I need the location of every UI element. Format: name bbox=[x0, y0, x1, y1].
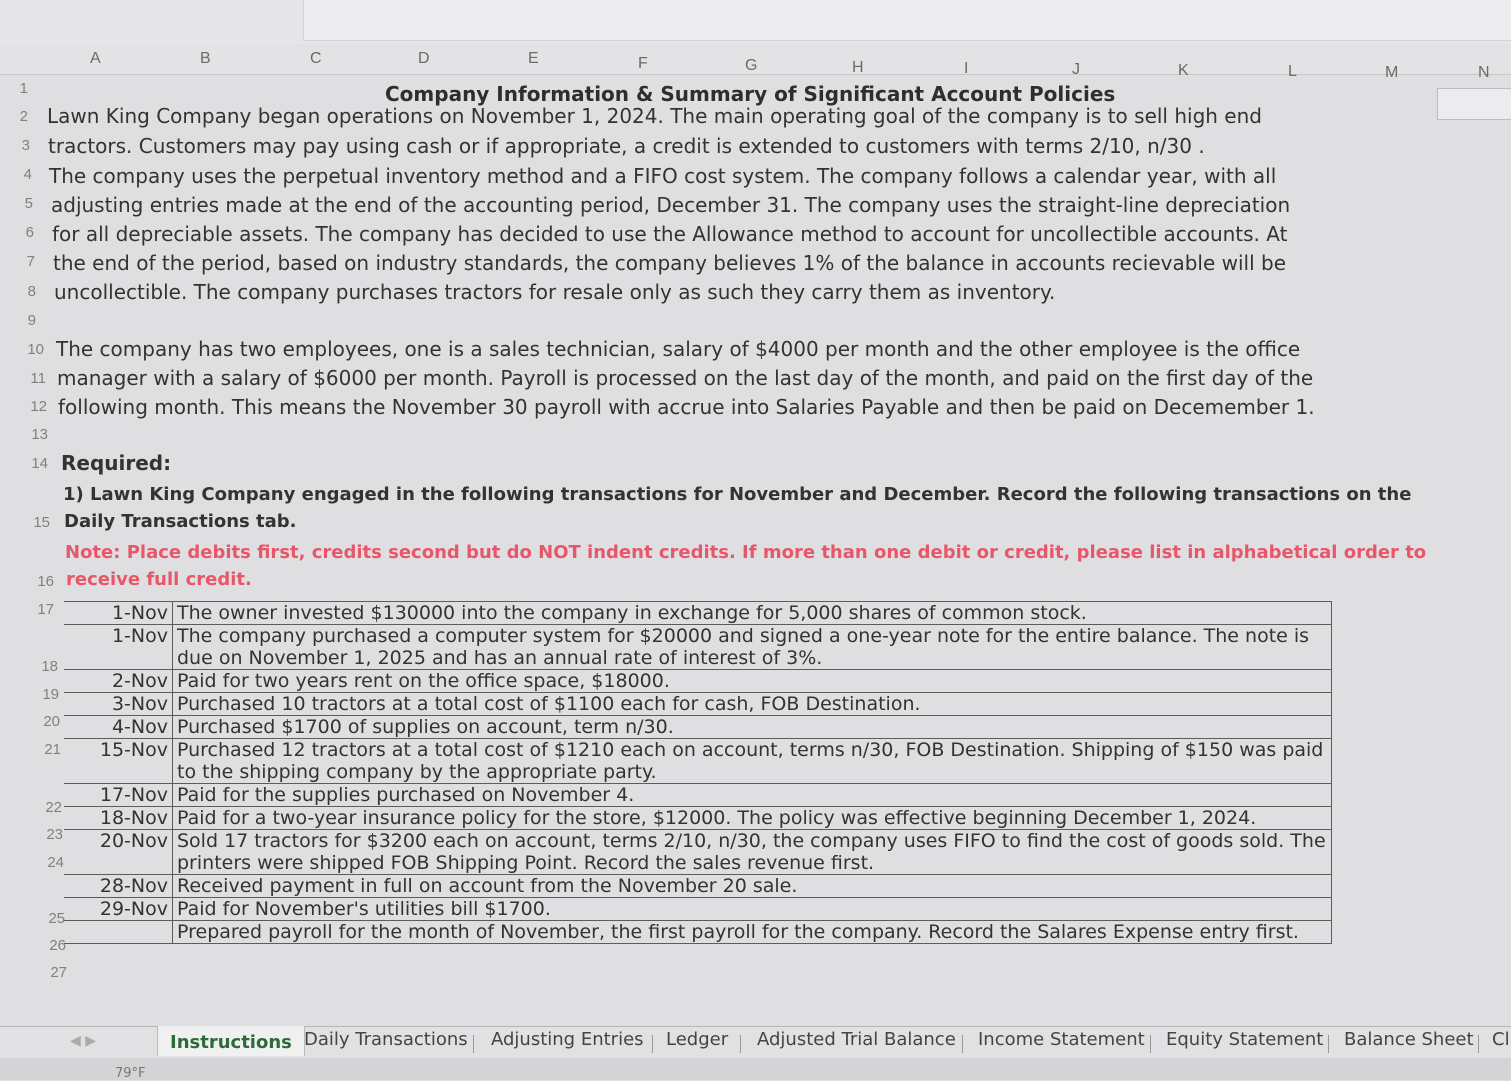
paragraph-line: following month. This means the November 30 payroll with accrue into Salaries Payable and then be paid on Decemember 1. bbox=[58, 395, 1315, 419]
sheet-tab-bar bbox=[0, 1026, 1511, 1059]
tab-truncated[interactable]: Cl bbox=[1492, 1029, 1510, 1050]
taskbar bbox=[0, 1058, 1511, 1080]
tab-ledger[interactable]: Ledger bbox=[666, 1029, 729, 1050]
transaction-date[interactable]: 28-Nov bbox=[64, 875, 173, 898]
column-header-h[interactable]: H bbox=[852, 59, 864, 76]
tab-separator bbox=[473, 1035, 474, 1053]
row-number[interactable]: 21 bbox=[44, 741, 61, 758]
table-row[interactable] bbox=[64, 830, 1332, 875]
row-number[interactable]: 15 bbox=[33, 514, 50, 531]
table-row[interactable] bbox=[64, 670, 1332, 693]
column-header-d[interactable]: D bbox=[418, 50, 430, 67]
column-header-k[interactable]: K bbox=[1178, 62, 1189, 79]
tab-adjusted-trial-balance[interactable]: Adjusted Trial Balance bbox=[757, 1029, 956, 1050]
tab-instructions[interactable]: Instructions bbox=[157, 1026, 305, 1056]
row-number[interactable]: 7 bbox=[26, 253, 35, 270]
column-header-j[interactable]: J bbox=[1072, 61, 1080, 78]
column-header-c[interactable]: C bbox=[310, 50, 322, 67]
transactions-table bbox=[64, 601, 1332, 944]
transaction-date[interactable]: 1-Nov bbox=[64, 625, 173, 670]
transaction-date[interactable]: 1-Nov bbox=[64, 602, 173, 625]
row-number[interactable]: 3 bbox=[21, 137, 30, 154]
row-number[interactable]: 4 bbox=[23, 166, 32, 183]
transaction-description[interactable]: Paid for a two-year insurance policy for the store, $12000. The policy was effective beginning December 1, 2024. bbox=[173, 807, 1332, 830]
transaction-date[interactable] bbox=[64, 921, 173, 944]
row-number[interactable]: 5 bbox=[24, 195, 33, 212]
column-header-i[interactable]: I bbox=[964, 60, 969, 77]
transaction-date[interactable]: 2-Nov bbox=[64, 670, 173, 693]
tab-daily-transactions[interactable]: Daily Transactions bbox=[304, 1029, 468, 1050]
transaction-date[interactable]: 3-Nov bbox=[64, 693, 173, 716]
row-number[interactable]: 10 bbox=[27, 341, 44, 358]
row-number[interactable]: 22 bbox=[45, 799, 62, 816]
transaction-description[interactable]: Sold 17 tractors for $3200 each on account, terms 2/10, n/30, the company uses FIFO to find the cost of goods sold. The printers were shipped FOB Shipping Point. Record the sales revenue first. bbox=[173, 830, 1332, 875]
row-number[interactable]: 8 bbox=[27, 283, 36, 300]
tab-separator bbox=[1478, 1035, 1479, 1053]
sheet-nav-arrows-icon[interactable]: ◀ ▶ bbox=[70, 1033, 96, 1049]
transaction-description[interactable]: Prepared payroll for the month of November, the first payroll for the company. Record the Salares Expense entry first. bbox=[173, 921, 1332, 944]
row-number[interactable]: 27 bbox=[50, 964, 67, 981]
column-header-row bbox=[0, 44, 1511, 81]
column-header-l[interactable]: L bbox=[1288, 63, 1297, 80]
paragraph-line: Lawn King Company began operations on November 1, 2024. The main operating goal of the company is to sell high end bbox=[47, 104, 1262, 128]
column-header-g[interactable]: G bbox=[745, 57, 758, 74]
table-row[interactable] bbox=[64, 602, 1332, 625]
column-header-e[interactable]: E bbox=[528, 50, 539, 67]
paragraph-line: The company uses the perpetual inventory method and a FIFO cost system. The company follows a calendar year, with all bbox=[49, 164, 1277, 188]
row-number[interactable]: 19 bbox=[42, 686, 59, 703]
transaction-description[interactable]: The company purchased a computer system for $20000 and signed a one-year note for the entire balance. The note is due on November 1, 2025 and has an annual rate of interest of 3%. bbox=[173, 625, 1332, 670]
tab-separator bbox=[1150, 1035, 1151, 1053]
row-number[interactable]: 14 bbox=[31, 455, 48, 472]
transaction-date[interactable]: 15-Nov bbox=[64, 739, 173, 784]
required-label: Required: bbox=[61, 451, 172, 475]
window-top-bar bbox=[0, 0, 1511, 44]
table-row[interactable] bbox=[64, 739, 1332, 784]
tab-separator bbox=[740, 1035, 741, 1053]
formula-bar[interactable] bbox=[303, 0, 1511, 41]
tab-adjusting-entries[interactable]: Adjusting Entries bbox=[491, 1029, 644, 1050]
transaction-date[interactable]: 17-Nov bbox=[64, 784, 173, 807]
instruction-text: Daily Transactions tab. bbox=[64, 511, 297, 532]
tab-separator bbox=[652, 1035, 653, 1053]
tab-income-statement[interactable]: Income Statement bbox=[978, 1029, 1145, 1050]
row-number[interactable]: 2 bbox=[19, 108, 28, 125]
row-number[interactable]: 17 bbox=[37, 601, 54, 618]
transaction-description[interactable]: Paid for the supplies purchased on November 4. bbox=[173, 784, 1332, 807]
row-number[interactable]: 18 bbox=[41, 658, 58, 675]
transaction-description[interactable]: Purchased $1700 of supplies on account, term n/30. bbox=[173, 716, 1332, 739]
column-header-b[interactable]: B bbox=[200, 50, 211, 67]
tab-equity-statement[interactable]: Equity Statement bbox=[1166, 1029, 1324, 1050]
transaction-description[interactable]: The owner invested $130000 into the company in exchange for 5,000 shares of common stock. bbox=[173, 602, 1332, 625]
tab-separator bbox=[962, 1035, 963, 1053]
row-number[interactable]: 23 bbox=[46, 826, 63, 843]
column-header-f[interactable]: F bbox=[638, 55, 648, 72]
table-row[interactable] bbox=[64, 807, 1332, 830]
note-text: Note: Place debits first, credits second but do NOT indent credits. If more than one debit or credit, please list in alphabetical order to bbox=[65, 542, 1427, 563]
column-header-n[interactable]: N bbox=[1478, 64, 1490, 81]
row-number[interactable]: 9 bbox=[27, 312, 36, 329]
paragraph-line: The company has two employees, one is a sales technician, salary of $4000 per month and the other employee is the office bbox=[56, 337, 1301, 361]
table-row[interactable] bbox=[64, 625, 1332, 670]
table-row[interactable] bbox=[64, 693, 1332, 716]
tab-balance-sheet[interactable]: Balance Sheet bbox=[1344, 1029, 1474, 1050]
weather-temperature[interactable]: 79°F bbox=[115, 1066, 146, 1081]
table-row[interactable] bbox=[64, 921, 1332, 944]
transaction-description[interactable]: Paid for November's utilities bill $1700. bbox=[173, 898, 1332, 921]
transaction-date[interactable]: 18-Nov bbox=[64, 807, 173, 830]
tab-separator bbox=[1328, 1035, 1329, 1053]
paragraph-line: uncollectible. The company purchases tractors for resale only as such they carry them as inventory. bbox=[54, 280, 1056, 304]
row-number[interactable]: 16 bbox=[37, 573, 54, 590]
row-number[interactable]: 6 bbox=[25, 224, 34, 241]
transaction-description[interactable]: Purchased 12 tractors at a total cost of $1210 each on account, terms n/30, FOB Destination. Shipping of $150 was paid to the shipping company by the appropriate party. bbox=[173, 739, 1332, 784]
row-number[interactable]: 20 bbox=[43, 713, 60, 730]
transaction-date[interactable]: 4-Nov bbox=[64, 716, 173, 739]
row-number[interactable]: 26 bbox=[49, 937, 66, 954]
note-text: receive full credit. bbox=[66, 569, 252, 590]
paragraph-line: adjusting entries made at the end of the accounting period, December 31. The company uses the straight-line depreciation bbox=[51, 193, 1291, 217]
page-title: Company Information & Summary of Significant Account Policies bbox=[385, 82, 1116, 106]
table-row[interactable] bbox=[64, 716, 1332, 739]
transaction-date[interactable]: 29-Nov bbox=[64, 898, 173, 921]
paragraph-line: for all depreciable assets. The company has decided to use the Allowance method to account for uncollectible accounts. At bbox=[52, 222, 1288, 246]
row-number[interactable]: 11 bbox=[30, 370, 46, 387]
row-number[interactable]: 24 bbox=[47, 854, 64, 871]
transaction-description[interactable]: Received payment in full on account from the November 20 sale. bbox=[173, 875, 1332, 898]
paragraph-line: the end of the period, based on industry standards, the company believes 1% of the balance in accounts recievable will be bbox=[53, 251, 1287, 275]
row-number[interactable]: 12 bbox=[30, 398, 47, 415]
row-number[interactable]: 13 bbox=[31, 426, 48, 443]
transaction-description[interactable]: Paid for two years rent on the office space, $18000. bbox=[173, 670, 1332, 693]
table-row[interactable] bbox=[64, 875, 1332, 898]
selected-cell-box[interactable] bbox=[1437, 88, 1511, 120]
table-row[interactable] bbox=[64, 898, 1332, 921]
paragraph-line: tractors. Customers may pay using cash or if appropriate, a credit is extended to customers with terms 2/10, n/30 . bbox=[48, 134, 1205, 158]
row-number[interactable]: 1 bbox=[19, 80, 28, 97]
transaction-date[interactable]: 20-Nov bbox=[64, 830, 173, 875]
column-header-m[interactable]: M bbox=[1385, 64, 1399, 81]
column-header-a[interactable]: A bbox=[90, 50, 101, 67]
row-number[interactable]: 25 bbox=[48, 910, 65, 927]
transaction-description[interactable]: Purchased 10 tractors at a total cost of $1100 each for cash, FOB Destination. bbox=[173, 693, 1332, 716]
table-row[interactable] bbox=[64, 784, 1332, 807]
paragraph-line: manager with a salary of $6000 per month. Payroll is processed on the last day of the month, and paid on the first day of the bbox=[57, 366, 1314, 390]
instruction-text: 1) Lawn King Company engaged in the following transactions for November and December. Record the following transactions on the bbox=[63, 484, 1412, 505]
